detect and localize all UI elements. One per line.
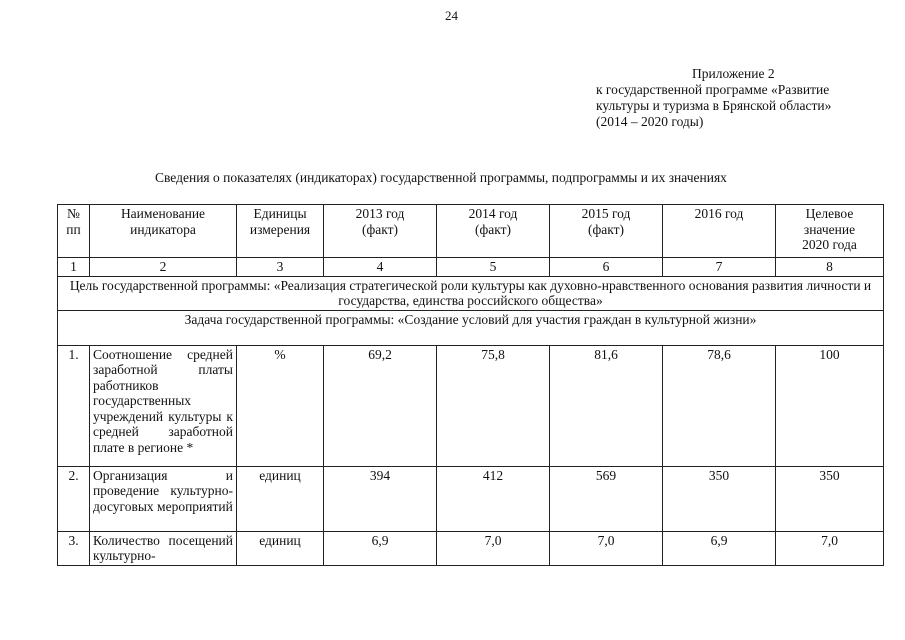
- value-2016: 78,6: [663, 345, 776, 466]
- value-2016: 350: [663, 466, 776, 531]
- appendix-block: [596, 66, 831, 130]
- column-number: 2: [90, 258, 237, 277]
- indicator-name: Организация и проведение культурно-досуговых мероприятий: [90, 466, 237, 531]
- column-number: 1: [58, 258, 90, 277]
- appendix-line: (2014 – 2020 годы): [596, 114, 704, 129]
- column-number: 4: [324, 258, 437, 277]
- appendix-line: культуры и туризма в Брянской области»: [596, 98, 832, 113]
- header-cell: 2016 год: [663, 205, 776, 258]
- header-cell: 2015 год (факт): [550, 205, 663, 258]
- value-2015: 7,0: [550, 531, 663, 565]
- column-number: 7: [663, 258, 776, 277]
- unit: единиц: [237, 466, 324, 531]
- value-2013: 6,9: [324, 531, 437, 565]
- unit: %: [237, 345, 324, 466]
- target-2020: 350: [776, 466, 884, 531]
- indicators-table: [57, 204, 884, 566]
- table-row: [58, 345, 884, 466]
- header-cell: Целевое значение 2020 года: [776, 205, 884, 258]
- header-cell: Единицы измерения: [237, 205, 324, 258]
- appendix-line: Приложение 2: [692, 66, 775, 81]
- table-row: [58, 531, 884, 565]
- target-2020: 7,0: [776, 531, 884, 565]
- header-cell: 2013 год (факт): [324, 205, 437, 258]
- header-cell: Наименование индикатора: [90, 205, 237, 258]
- row-number: 2.: [58, 466, 90, 531]
- indicator-name: Соотношение средней заработной платы работников государственных учреждений культуры к средней заработной плате в регионе *: [90, 345, 237, 466]
- value-2013: 394: [324, 466, 437, 531]
- program-goal: Цель государственной программы: «Реализация стратегической роли культуры как духовно-нравственного основания развития личности и государства, единства российского общества»: [58, 276, 884, 310]
- table-row: [58, 466, 884, 531]
- header-row: [58, 205, 884, 258]
- value-2015: 569: [550, 466, 663, 531]
- column-number: 6: [550, 258, 663, 277]
- page-number: 24: [445, 8, 458, 23]
- table-title: Сведения о показателях (индикаторах) государственной программы, подпрограммы и их значениях: [155, 170, 727, 185]
- column-number: 3: [237, 258, 324, 277]
- column-number-row: [58, 258, 884, 277]
- value-2016: 6,9: [663, 531, 776, 565]
- target-2020: 100: [776, 345, 884, 466]
- header-cell: № пп: [58, 205, 90, 258]
- header-cell: 2014 год (факт): [437, 205, 550, 258]
- task-row: [58, 310, 884, 345]
- column-number: 8: [776, 258, 884, 277]
- row-number: 3.: [58, 531, 90, 565]
- value-2014: 75,8: [437, 345, 550, 466]
- row-number: 1.: [58, 345, 90, 466]
- value-2015: 81,6: [550, 345, 663, 466]
- value-2014: 412: [437, 466, 550, 531]
- program-task: Задача государственной программы: «Создание условий для участия граждан в культурной жизни»: [58, 310, 884, 345]
- appendix-line: к государственной программе «Развитие: [596, 82, 830, 97]
- column-number: 5: [437, 258, 550, 277]
- value-2014: 7,0: [437, 531, 550, 565]
- indicator-name: Количество посещений культурно-: [90, 531, 237, 565]
- value-2013: 69,2: [324, 345, 437, 466]
- goal-row: [58, 276, 884, 310]
- unit: единиц: [237, 531, 324, 565]
